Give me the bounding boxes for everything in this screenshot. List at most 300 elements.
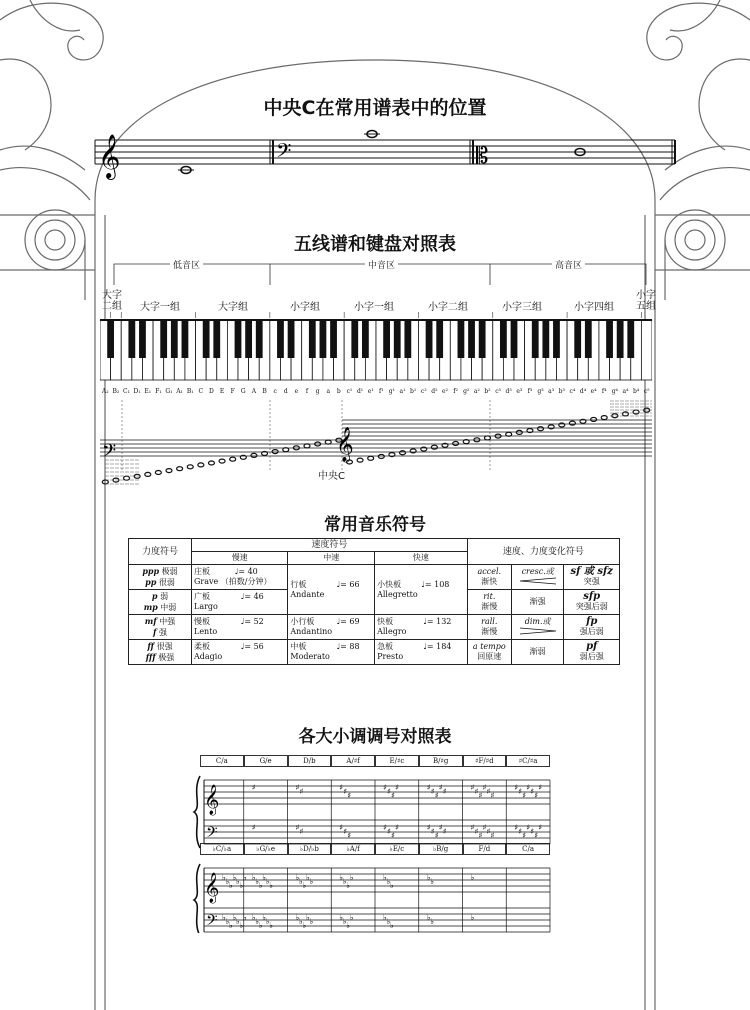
note-label: g⁴ [611,388,618,395]
staff-note [622,412,628,416]
black-key [182,320,189,358]
note-label: f¹ [378,388,384,395]
tempo-header: 速度符号 [192,539,468,552]
staff-note [431,445,437,449]
dynamics-cell: mf 中强 f 强 [129,615,192,640]
treble-clef-icon: 𝄞 [98,134,121,178]
cresc-cell: cresc.或 [511,565,564,590]
sharp-icon: ♯ [530,787,535,796]
sharp-icon: ♯ [299,787,304,796]
black-key [362,320,369,358]
note-label: a³ [548,388,555,395]
flat-icon: ♭ [255,877,260,886]
note-label: f² [453,388,458,395]
black-key [235,320,242,358]
flat-icon: ♭ [262,913,267,922]
note-label: a¹ [399,388,406,395]
black-key [468,320,475,358]
flat-icon: ♭ [269,921,274,930]
alto-clef-icon: 𝄡 [476,144,489,169]
staff-note [198,463,204,467]
staff-note [580,419,586,423]
note-label: g [315,388,320,395]
note-label: C₁ [123,388,131,395]
note-label: f³ [527,388,533,395]
dim-cn-cell: 渐弱 [511,640,564,665]
black-key [160,320,167,358]
bass-clef-icon: 𝄢 [276,139,292,167]
black-key [542,320,549,358]
sharp-icon: ♯ [391,791,395,800]
staff-note [591,417,597,421]
flat-icon: ♭ [346,921,351,930]
fast-term-cell: 小快板 ♩= 108 Allegretto [375,565,468,615]
note-label: G₁ [165,388,173,395]
note-label: g³ [537,388,544,395]
note-label: D [209,388,214,395]
black-key [606,320,613,358]
staff-note [357,458,363,462]
note-label: E [219,388,225,395]
black-key [203,320,210,358]
keyboard-staff [100,400,652,495]
sharp-icon: ♯ [430,787,435,796]
sharp-icon: ♯ [434,831,439,840]
medium-term-cell: 中板 ♩= 88 Moderato [288,640,375,665]
dynamics-header: 力度符号 [129,539,192,565]
medium-term-cell: 小行板 ♩= 69 Andantino [288,615,375,640]
flat-icon: ♭ [349,913,354,922]
sharp-icon: ♯ [251,823,256,832]
group-label-2: 大字组 [218,302,248,313]
note-label: G [240,388,246,395]
black-key [139,320,146,358]
flat-icon: ♭ [346,881,351,890]
sharp-icon: ♯ [490,831,495,840]
change-cell: rit. 渐慢 [467,590,511,615]
flat-icon: ♭ [251,873,256,882]
key-signature-label: A/♯f [331,755,375,767]
white-key [641,320,652,380]
sharp-icon: ♯ [426,783,431,792]
note-label: b⁴ [632,388,640,395]
flat-icon: ♭ [232,873,237,882]
sharp-icon: ♯ [391,831,395,840]
group-label-6: 小字三组 [502,302,542,313]
accent-cell: sfp 突强后弱 [564,590,620,615]
sharp-icon: ♯ [251,783,256,792]
sharp-icon: ♯ [470,783,475,792]
flat-icon: ♭ [222,913,226,922]
sharp-icon: ♯ [538,823,543,832]
sharp-icon: ♯ [526,783,531,792]
staff-note [389,453,395,457]
flat-icon: ♭ [255,917,260,926]
sharp-icon: ♯ [343,827,348,836]
change-header: 速度、力度变化符号 [467,539,619,565]
middle-c-title: 中央C在常用谱表中的位置 [263,97,487,119]
sharp-icon: ♯ [478,791,483,800]
black-key [309,320,316,358]
note-label: e⁴ [590,388,597,395]
black-key [511,320,518,358]
key-signature-label: ♭G/♭e [244,843,288,855]
slow-term-cell: 柔板 ♩= 56 Adagio [192,640,288,665]
black-key [277,320,284,358]
flat-icon: ♭ [302,881,307,890]
flat-icon: ♭ [306,913,310,922]
sharp-icon: ♯ [438,823,443,832]
black-key [574,320,581,358]
flat-icon: ♭ [306,873,310,882]
sharp-icon: ♯ [295,823,300,832]
note-label: f⁴ [601,388,607,395]
dynamics-cell: ppp 极弱 pp 很弱 [129,565,192,590]
flat-icon: ♭ [349,873,354,882]
group-label-5: 小字二组 [428,302,468,313]
flat-icon: ♭ [269,881,274,890]
sharp-icon: ♯ [514,783,519,792]
sharp-icon: ♯ [482,823,487,832]
black-key [107,320,114,358]
flat-icon: ♭ [426,913,431,922]
group-label-7: 小字四组 [574,302,614,313]
sharp-icon: ♯ [426,823,431,832]
sharp-icon: ♯ [530,827,535,836]
bass-clef-icon: 𝄢 [102,441,117,466]
key-signature-label: C/a [506,843,550,855]
sharp-icon: ♯ [482,783,487,792]
black-key [320,320,327,358]
flat-icon: ♭ [383,913,387,922]
note-label: c [273,388,277,395]
sharp-icon: ♯ [534,831,539,840]
medium-header: 中速 [288,552,375,565]
note-label: f [305,388,309,395]
change-cell: accel. 渐快 [467,565,511,590]
note-label: d¹ [356,388,364,395]
dim-cell: dim.或 [511,615,564,640]
key-signature-label: C/a [200,755,244,767]
sharp-icon: ♯ [522,791,527,800]
black-key [479,320,486,358]
flat-icon: ♭ [243,873,247,882]
note-label: E₁ [144,388,152,395]
flat-icon: ♭ [339,873,344,882]
staff-note [368,456,374,460]
staff-note [155,471,161,475]
note-label: g² [463,388,470,395]
crescendo-hairpin-icon [518,577,558,585]
key-labels-row-1 [200,755,550,767]
note-label: c⁴ [569,388,576,395]
flat-icon: ♭ [251,913,256,922]
change-cell: rall. 渐慢 [467,615,511,640]
staff-note [102,480,108,484]
flat-icon: ♭ [390,921,394,930]
change-cell: a tempo 回原速 [467,640,511,665]
sharp-icon: ♯ [383,823,387,832]
flat-icon: ♭ [426,873,431,882]
staff-note [484,436,490,440]
flat-icon: ♭ [470,873,475,882]
flat-icon: ♭ [262,873,267,882]
note-label: d² [431,388,438,395]
treble-clef-icon: 𝄞 [336,427,354,462]
flat-icon: ♭ [239,881,244,890]
sharp-icon: ♯ [474,787,479,796]
sharp-icon: ♯ [538,783,543,792]
sharp-icon: ♯ [478,831,483,840]
slow-term-cell: 庄板 ♩= 40 Grave （拍数/分钟） [192,565,288,590]
staff-note [569,421,575,425]
sharp-icon: ♯ [430,827,435,836]
staff-keyboard-title: 五线谱和键盘对照表 [294,234,456,255]
note-label: c³ [495,388,501,395]
sharp-icon: ♯ [339,783,344,792]
slow-term-cell: 广板 ♩= 46 Largo [192,590,288,615]
staff-note [453,442,459,446]
flat-icon: ♭ [222,873,226,882]
range-low-label: 低音区 [170,258,203,271]
sharp-icon: ♯ [522,831,527,840]
dynamics-cell: p 弱 mp 中弱 [129,590,192,615]
note-label: F₁ [155,388,162,395]
note-label: c¹ [346,388,353,395]
note-label: B [262,388,267,395]
piano-keyboard [100,312,652,382]
sharp-icon: ♯ [470,823,475,832]
sharp-icon: ♯ [383,783,387,792]
sharp-icon: ♯ [387,787,391,796]
accent-cell: sf 或 sfz 突强 [564,565,620,590]
note-label: A₂ [101,388,109,395]
flat-icon: ♭ [470,913,475,922]
flat-icon: ♭ [299,877,303,886]
flat-icon: ♭ [299,917,303,926]
black-key [627,320,634,358]
sharp-icon: ♯ [395,783,399,792]
black-key [426,320,433,358]
flat-icon: ♭ [342,917,347,926]
key-signatures-title: 各大小调调号对照表 [298,727,452,747]
sharp-icon: ♯ [295,783,300,792]
black-key [553,320,560,358]
staff-note [325,440,331,444]
staff-note [463,440,469,444]
note-label: c² [420,388,427,395]
staff-note [633,410,639,414]
black-key [436,320,443,358]
sharp-icon: ♯ [534,791,539,800]
sharp-icon: ♯ [347,791,352,800]
key-signature-label: ♭A/f [331,843,375,855]
flat-icon: ♭ [309,877,314,886]
sharp-icon: ♯ [339,823,344,832]
black-key [213,320,220,358]
sharp-icon: ♯ [490,791,495,800]
medium-term-cell: 行板 ♩= 66 Andante [288,565,375,615]
flat-icon: ♭ [229,921,233,930]
fast-term-cell: 急板 ♩= 184 Presto [375,640,468,665]
range-high-label: 高音区 [552,258,585,271]
note-label: D₁ [133,388,141,395]
flat-icon: ♭ [295,913,300,922]
flat-icon: ♭ [236,877,240,886]
staff-note [134,474,140,478]
flat-icon: ♭ [229,881,233,890]
black-key [394,320,401,358]
staff-note [240,455,246,459]
sharp-icon: ♯ [395,823,399,832]
staff-note [400,451,406,455]
group-label-8: 小字 五组 [636,290,656,312]
flat-icon: ♭ [295,873,300,882]
fast-term-cell: 快板 ♩= 132 Allegro [375,615,468,640]
staff-note [421,447,427,451]
key-signature-label: ♭D/♭b [288,843,332,855]
note-label-row [100,388,652,400]
sharp-icon: ♯ [474,827,479,836]
sharp-icon: ♯ [518,787,523,796]
slow-header: 慢速 [192,552,288,565]
sharp-icon: ♯ [486,827,491,836]
sharp-icon: ♯ [486,787,491,796]
staff-note [177,467,183,471]
dynamics-cell: ff 很强 fff 极强 [129,640,192,665]
flat-icon: ♭ [239,921,244,930]
black-key [585,320,592,358]
note-label: B₂ [112,388,120,395]
note-label: e¹ [367,388,374,395]
music-symbols-table [128,538,620,665]
note-label: d⁴ [579,388,587,395]
note-label: g¹ [388,388,396,395]
staff-note [145,472,151,476]
black-key [458,320,465,358]
diminuendo-hairpin-icon [518,627,558,635]
note-label: e³ [516,388,523,395]
note-label: d³ [505,388,512,395]
middle-c-label: 中央C [318,471,345,482]
flat-icon: ♭ [265,917,270,926]
black-key [617,320,624,358]
key-signature-label: ♯F/♯d [463,755,507,767]
flat-icon: ♭ [243,913,247,922]
note-label: F [230,388,235,395]
black-key [256,320,263,358]
sharp-icon: ♯ [526,823,531,832]
flat-icon: ♭ [309,917,314,926]
sharp-icon: ♯ [442,827,447,836]
black-key [383,320,390,358]
key-signature-staves [190,768,560,933]
flat-icon: ♭ [225,917,230,926]
staff-note [124,476,130,480]
sharp-icon: ♯ [438,783,443,792]
flat-icon: ♭ [386,917,391,926]
key-signature-label: ♯C/♯a [506,755,550,767]
staff-note [538,427,544,431]
cresc-cn-cell: 渐强 [511,590,564,615]
note-label: C [198,388,204,395]
staff-note [230,457,236,461]
key-signature-label: E/♯c [375,755,419,767]
staff-note [187,465,193,469]
accent-cell: pf 弱后强 [564,640,620,665]
group-label-0: 大字 二组 [102,290,122,312]
note-label: a [326,388,331,395]
bass-clef-icon: 𝄢 [206,824,218,845]
treble-clef-icon: 𝄞 [204,785,220,815]
flat-icon: ♭ [265,877,270,886]
black-key [330,320,337,358]
key-signature-label: B/♯g [419,755,463,767]
staff-note [378,454,384,458]
key-signature-label: F/d [463,843,507,855]
sharp-icon: ♯ [343,787,348,796]
sharp-icon: ♯ [387,827,391,836]
note-label: b¹ [410,388,417,395]
group-label-4: 小字一组 [354,302,394,313]
note-label: a⁴ [622,388,629,395]
sharp-icon: ♯ [347,831,352,840]
sharp-icon: ♯ [434,791,439,800]
black-key [404,320,411,358]
key-signature-label: ♭E/c [375,843,419,855]
slow-term-cell: 慢板 ♩= 52 Lento [192,615,288,640]
range-mid-label: 中音区 [365,258,398,271]
sharp-icon: ♯ [442,787,447,796]
black-key [171,320,178,358]
key-signature-label: G/e [244,755,288,767]
flat-icon: ♭ [342,877,347,886]
note-label: b² [484,388,491,395]
staff-note [601,416,607,420]
flat-icon: ♭ [430,877,435,886]
flat-icon: ♭ [225,877,230,886]
flat-icon: ♭ [386,877,391,886]
staff-note [251,453,257,457]
note-label: b [336,388,341,395]
staff-note [304,444,310,448]
black-key [351,320,358,358]
staff-note [166,469,172,473]
fast-header: 快速 [375,552,468,565]
flat-icon: ♭ [258,881,263,890]
sharp-icon: ♯ [518,827,523,836]
note-label: c⁵ [643,388,650,395]
note-label: a² [473,388,480,395]
note-label: e [294,388,299,395]
note-label: B₁ [186,388,194,395]
treble-clef-icon: 𝄞 [204,873,220,903]
bass-clef-icon: 𝄢 [206,912,218,933]
staff-note [208,461,214,465]
note-label: e² [442,388,448,395]
staff-note [219,459,225,463]
black-key [128,320,135,358]
middle-c-staves [90,125,680,185]
flat-icon: ♭ [232,913,237,922]
note-label: A [251,388,257,395]
group-label-3: 小字组 [290,302,320,313]
accent-cell: fp 强后弱 [564,615,620,640]
key-signature-label: ♭C/♭a [200,843,244,855]
key-signature-label: ♭B/g [419,843,463,855]
black-key [500,320,507,358]
black-key [288,320,295,358]
